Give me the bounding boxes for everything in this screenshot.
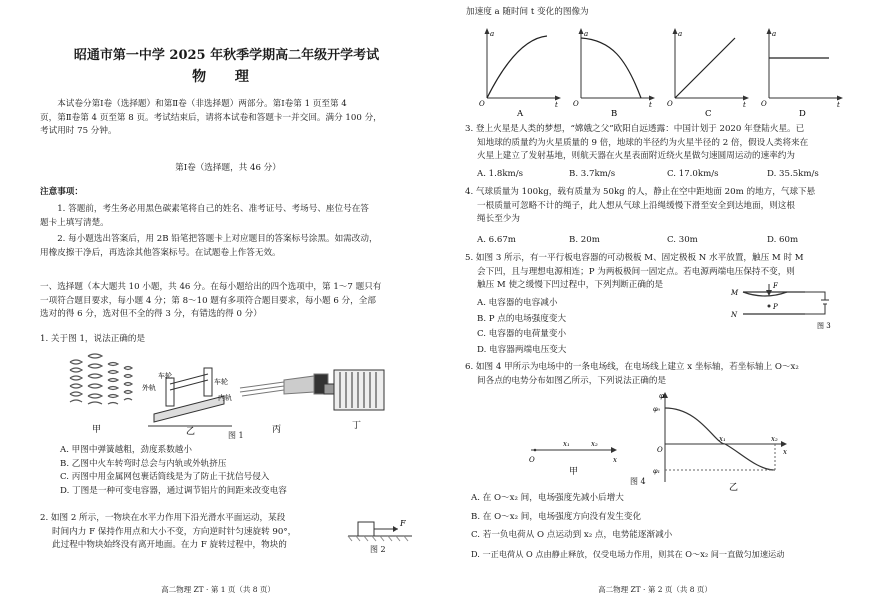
svg-text:车轮: 车轮 (158, 372, 172, 380)
figure-3 (725, 282, 845, 332)
svg-text:x₂: x₂ (771, 435, 778, 443)
intro: 本试卷分第Ⅰ卷（选择题）和第Ⅱ卷（非选择题）两部分。第Ⅰ卷第 1 页至第 4 页，第Ⅱ卷第 4 页至第 8 页。考试结束后，请将本试卷和答题卡一并交回。满分 100 分， 考试用时 75 分钟。 (40, 99, 382, 137)
graph-b (573, 28, 655, 119)
graph-axis-t: t (837, 101, 840, 109)
q3-option-d: D. 35.5km/s (767, 169, 819, 179)
force-label: F (400, 519, 406, 528)
graph-axis-a: a (678, 30, 683, 38)
variable-capacitor-image (324, 370, 384, 410)
fig3-caption: 图 3 (817, 322, 831, 330)
fig1-label-a: 甲 (92, 425, 102, 435)
q5-options (477, 297, 697, 357)
svg-text:M: M (731, 289, 739, 297)
footer-left: 高二物理 ZT · 第 1 页（共 8 页） (161, 584, 275, 594)
q3-stem: 3. 登上火星是人类的梦想，“嫦娥之父”欧阳自远透露：中国计划于 2020 年登陆火星。已 知地球的质量约为火星质量的 9 倍，地球的半径约为火星半径的 2 倍，假设人类将来在 火星上建立了发射基地，则航天器在火星表面附近绕火星做匀速圆周运动的速率约为 (465, 124, 809, 162)
q5-option-a: A. 电容器的电容减小 (477, 298, 558, 308)
fig1-caption: 图 1 (228, 431, 244, 440)
graph-origin: O (761, 100, 767, 108)
svg-text:N: N (731, 311, 738, 319)
q1-option-c: C. 丙图中用金属网包裹话筒线是为了防止干扰信号侵入 (60, 472, 270, 483)
svg-text:O: O (657, 446, 663, 454)
svg-text:x: x (783, 448, 787, 456)
figure-1 (62, 348, 392, 440)
q6-option-d: D. 一正电荷从 O 点由静止释放，仅受电场力作用，则其在 O～x₂ 间一直做匀加速运动 (471, 548, 785, 559)
notice-title: 注意事项： (40, 187, 83, 197)
q3-option-a: A. 1.8km/s (477, 169, 523, 179)
q2-answer-graphs (475, 22, 845, 122)
q2-stem: 2. 如图 2 所示，一物块在水平力作用下沿光滑水平面运动，某段 时间内力 F 保持作用点和大小不变，方向逆时针匀速旋转 90°， 此过程中物块始终没有离开地面。在力 F 旋转过程中，物块的 (40, 513, 297, 551)
figure-4 (525, 392, 855, 492)
figure-2 (346, 512, 416, 548)
svg-text:x₂: x₂ (591, 440, 598, 448)
graph-axis-a: a (490, 30, 495, 38)
q5-option-d: D. 电容器两端电压变大 (477, 344, 567, 355)
q6-stem: 6. 如图 4 甲所示为电场中的一条电场线，在电场线上建立 x 坐标轴，若坐标轴上 O～x₂ 间各点的电势分布如图乙所示，下列说法正确的是 (465, 362, 799, 386)
fig1-label-b: 乙 (186, 427, 196, 437)
q4-option-a: A. 6.67m (477, 235, 516, 245)
svg-text:车轮: 车轮 (214, 378, 228, 386)
fig4-label-a: 甲 (569, 467, 579, 477)
springs-image (70, 354, 132, 404)
graph-a (479, 28, 561, 119)
q2-continued: 加速度 a 随时间 t 变化的图像为 (466, 7, 589, 17)
svg-text:φ: φ (659, 392, 664, 400)
graph-label: B (611, 109, 618, 119)
svg-text:内轨: 内轨 (218, 394, 232, 402)
q3-option-b: B. 3.7km/s (569, 169, 616, 179)
fig1-label-c: 丙 (272, 425, 282, 435)
graph-label: D (799, 109, 806, 119)
graph-axis-a: a (772, 30, 777, 38)
graph-label: C (705, 109, 712, 119)
q6-option-b: B. 在 O～x₂ 间，电场强度方向没有发生变化 (471, 511, 642, 522)
svg-text:φ₀: φ₀ (653, 405, 661, 413)
svg-text:x₁: x₁ (563, 440, 570, 448)
q5-option-b: B. P 点的电场强度变大 (477, 313, 567, 324)
q4-options (477, 234, 857, 248)
q4-option-b: B. 20m (569, 235, 600, 245)
q6-option-c: C. 若一负电荷从 O 点运动到 x₂ 点，电势能逐渐减小 (471, 530, 673, 541)
q5-option-c: C. 电容器的电荷量变小 (477, 329, 567, 340)
graph-origin: O (573, 100, 579, 108)
graph-c (667, 28, 749, 119)
graph-axis-a: a (584, 30, 589, 38)
svg-text:外轨: 外轨 (142, 384, 156, 392)
svg-text:F: F (773, 282, 778, 290)
exam-title: 昭通市第一中学 2025 年秋季学期高二年级开学考试 (73, 48, 380, 63)
svg-text:x₁: x₁ (719, 435, 726, 443)
svg-text:x: x (613, 456, 617, 464)
q1-stem: 1. 关于图 1，说法正确的是 (40, 334, 146, 344)
subject-title: 物 理 (192, 69, 261, 85)
graph-axis-t: t (649, 101, 652, 109)
svg-text:φ₁: φ₁ (653, 467, 661, 475)
fig2-caption: 图 2 (370, 545, 386, 554)
svg-text:P: P (773, 303, 778, 311)
q6-option-a: A. 在 O～x₂ 间，电场强度先减小后增大 (471, 493, 624, 503)
svg-text:O: O (529, 456, 535, 464)
section-title: 第Ⅰ卷（选择题，共 46 分） (175, 163, 281, 173)
page-right (435, 0, 870, 598)
graph-label: A (517, 109, 524, 119)
q3-options (477, 168, 857, 182)
q1-option-d: D. 丁图是一种可变电容器，通过调节铝片的间距来改变电容 (60, 485, 287, 496)
graph-axis-t: t (743, 101, 746, 109)
part1-instructions: 一、选择题（本大题共 10 小题，共 46 分。在每小题给出的四个选项中，第 1～7 题只有 一项符合题目要求，每小题 4 分；第 8～10 题有多项符合题目要求，每小题 6 分，全部 选对的得 6 分，选对但不全的得 3 分，有错选的得 0 分） (40, 282, 382, 320)
graph-origin: O (479, 100, 485, 108)
q3-option-c: C. 17.0km/s (667, 169, 719, 179)
q4-option-d: D. 60m (767, 235, 799, 245)
fig4-caption: 图 4 (630, 477, 646, 486)
q4-stem: 4. 气球质量为 100kg，载有质量为 50kg 的人，静止在空中距地面 20m 的地方，气球下悬 一根质量可忽略不计的绳子，此人想从气球上沿绳缓慢下滑至安全到达地面，则这根 绳长至少为 (465, 187, 816, 225)
fig1-label-d: 丁 (352, 421, 362, 431)
shielded-cable-image (240, 374, 328, 396)
q1-options (60, 444, 420, 498)
footer-right: 高二物理 ZT · 第 2 页（共 8 页） (598, 584, 712, 594)
graph-axis-t: t (555, 101, 558, 109)
fig4-label-b: 乙 (729, 483, 739, 492)
q1-option-a: A. 甲图中弹簧越粗，劲度系数越小 (60, 445, 192, 455)
q4-option-c: C. 30m (667, 235, 698, 245)
notice: 1. 答题前，考生务必用黑色碳素笔将自己的姓名、准考证号、考场号、座位号在答 题卡上填写清楚。 2. 每小题选出答案后，用 2B 铅笔把答题卡上对应题目的答案标号涂黑。如需改动， 用橡皮擦干净后，再选涂其他答案标号。在试题卷上作答无效。 (40, 204, 378, 258)
graph-d (761, 28, 843, 119)
q1-option-b: B. 乙图中火车转弯时总会与内轨或外轨挤压 (60, 458, 227, 469)
graph-origin: O (667, 100, 673, 108)
q5-stem: 5. 如图 3 所示，有一平行板电容器的可动极板 M、固定极板 N 水平放置，触压 M 时 M 会下凹，且与理想电源相连；P 为两板极间一固定点。若电源两端电压保持不变，则 触压 M 使之缓慢下凹过程中，下列判断正确的是 (465, 253, 804, 291)
q6-options (471, 492, 865, 561)
